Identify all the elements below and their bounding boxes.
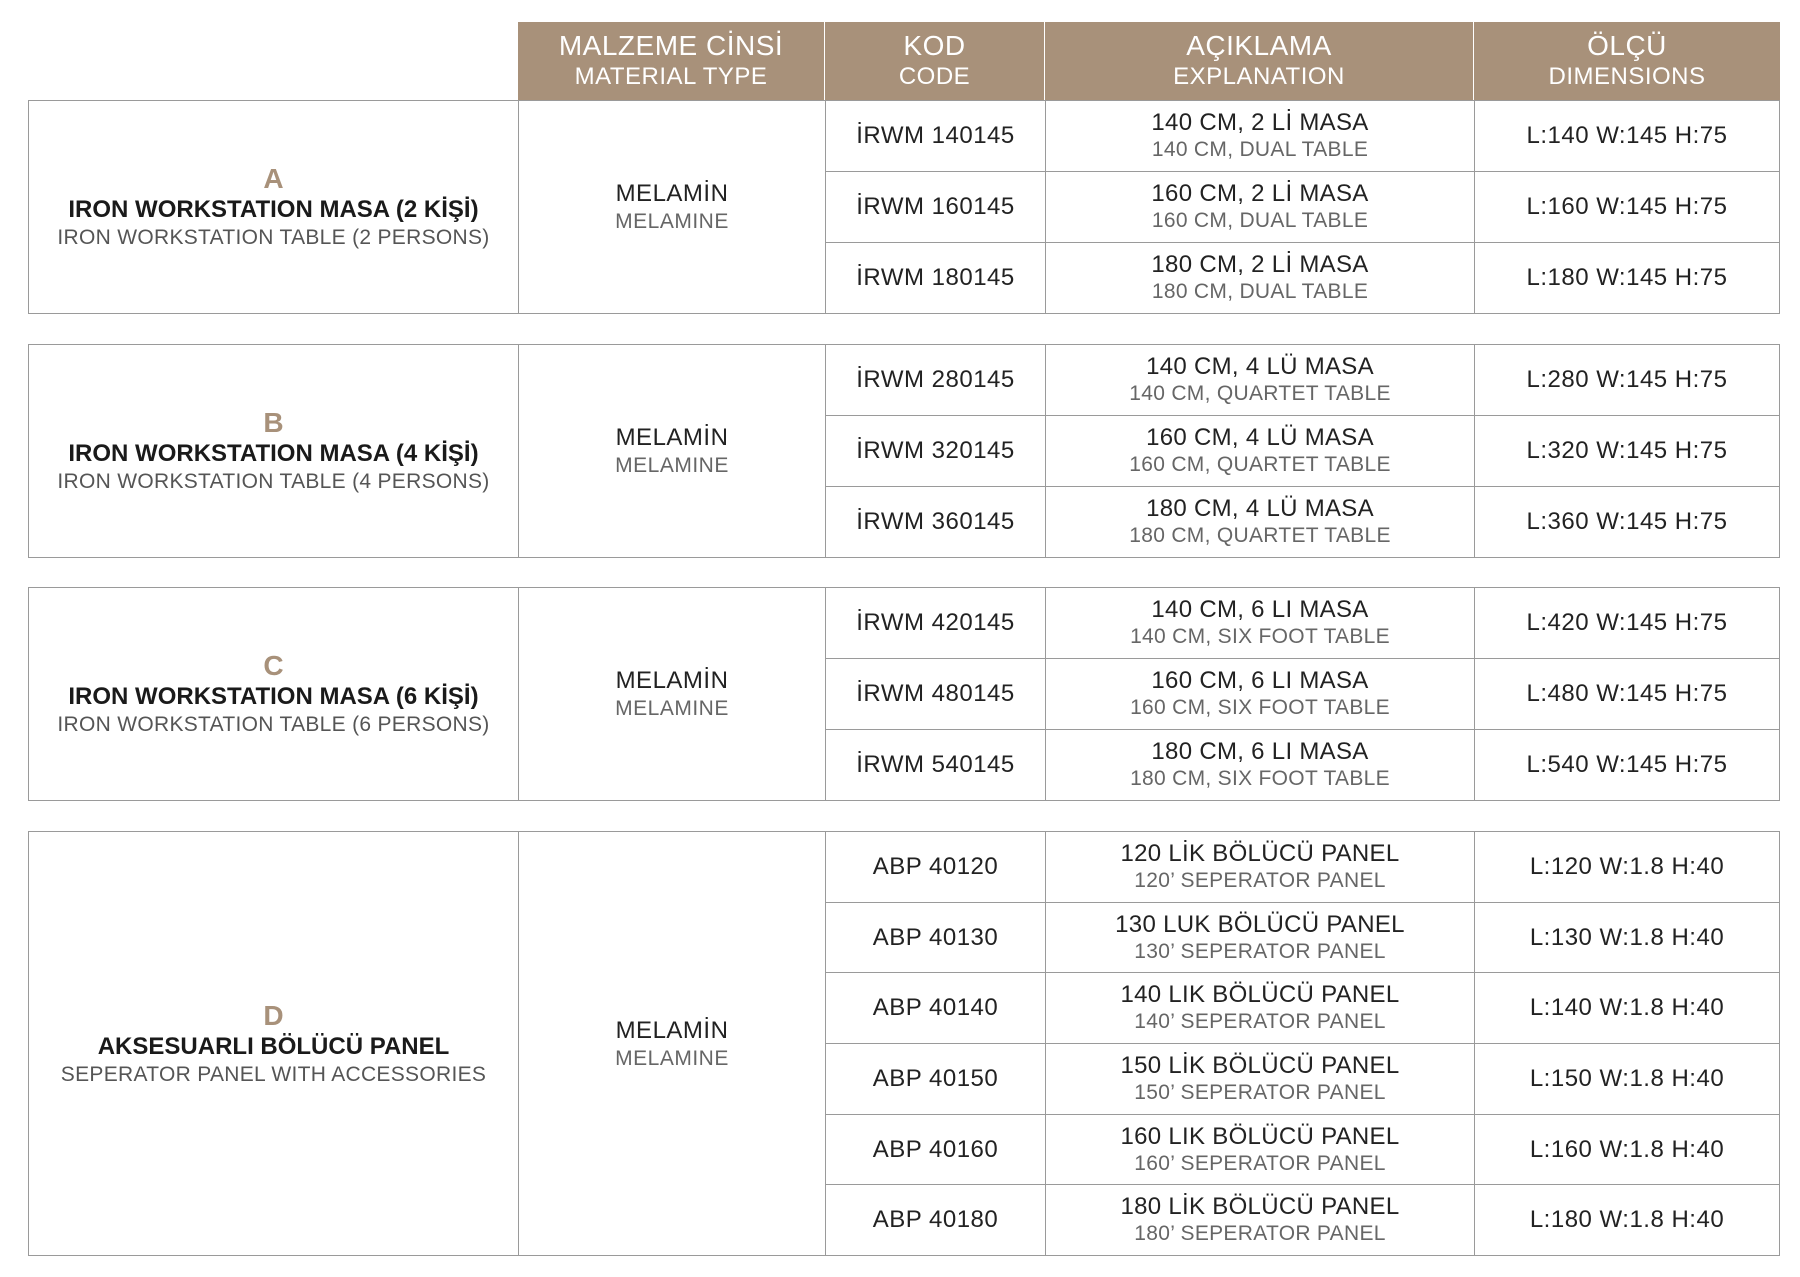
product-group-a (28, 100, 1780, 314)
product-code: İRWM 540145 (826, 730, 1046, 800)
description-main: 180 CM, 6 LI MASA (1151, 738, 1369, 765)
group-name: IRON WORKSTATION MASA (2 KİŞİ) (68, 196, 479, 223)
product-description (1046, 487, 1475, 557)
description-main: 140 LIK BÖLÜCÜ PANEL (1120, 981, 1400, 1009)
description-main: 140 CM, 2 Lİ MASA (1151, 109, 1369, 136)
header-dimensions-sub: DIMENSIONS (1548, 63, 1706, 90)
table-row (826, 903, 1779, 974)
group-material (519, 345, 826, 557)
table-row (826, 1044, 1779, 1115)
description-main: 140 CM, 6 LI MASA (1151, 596, 1369, 623)
product-code: İRWM 280145 (826, 345, 1046, 415)
product-dimensions: L:420 W:145 H:75 (1526, 609, 1728, 636)
description-english: 180 CM, DUAL TABLE (1151, 280, 1369, 303)
description-english: 180 CM, SIX FOOT TABLE (1130, 767, 1390, 790)
description-main: 180 LİK BÖLÜCÜ PANEL (1120, 1193, 1400, 1221)
description-main: 160 LIK BÖLÜCÜ PANEL (1120, 1122, 1400, 1150)
group-name-english: IRON WORKSTATION TABLE (6 PERSONS) (57, 713, 490, 736)
group-name: IRON WORKSTATION MASA (6 KİŞİ) (68, 683, 479, 710)
product-description (1046, 416, 1475, 486)
group-material (519, 101, 826, 313)
product-description (1046, 659, 1475, 729)
group-title (29, 832, 519, 1255)
group-rows (826, 101, 1779, 313)
table-row (826, 345, 1779, 416)
description-main: 130 LUK BÖLÜCÜ PANEL (1115, 910, 1405, 938)
group-letter: B (263, 407, 284, 438)
description-main: 180 CM, 2 Lİ MASA (1151, 251, 1369, 278)
material-name-english: MELAMINE (615, 210, 729, 233)
group-name-english: SEPERATOR PANEL WITH ACCESSORIES (60, 1062, 487, 1086)
description-english: 140 CM, DUAL TABLE (1151, 138, 1369, 161)
product-code: ABP 40150 (826, 1044, 1046, 1114)
product-code: İRWM 180145 (826, 243, 1046, 313)
product-group-d (28, 831, 1780, 1256)
product-description (1046, 588, 1475, 658)
description-english: 180 CM, QUARTET TABLE (1129, 524, 1391, 547)
header-explanation-main: AÇIKLAMA (1186, 30, 1332, 61)
table-row (826, 1185, 1779, 1255)
group-rows (826, 832, 1779, 1255)
table-row (826, 659, 1779, 730)
product-description (1046, 172, 1475, 242)
product-dimensions: L:130 W:1.8 H:40 (1529, 923, 1725, 951)
product-dimensions: L:540 W:145 H:75 (1526, 751, 1728, 778)
description-main: 160 CM, 2 Lİ MASA (1151, 180, 1369, 207)
product-code: İRWM 360145 (826, 487, 1046, 557)
group-material (519, 588, 826, 800)
description-english: 150’ SEPERATOR PANEL (1134, 1080, 1386, 1104)
group-title (29, 101, 519, 313)
product-description (1046, 1044, 1475, 1114)
description-main: 160 CM, 6 LI MASA (1151, 667, 1369, 694)
table-row (826, 832, 1779, 903)
header-explanation (1045, 22, 1474, 100)
table-row (826, 172, 1779, 243)
description-main: 150 LİK BÖLÜCÜ PANEL (1120, 1051, 1400, 1079)
product-code: ABP 40140 (826, 973, 1046, 1043)
header-code-sub: CODE (898, 63, 971, 90)
description-main: 120 LİK BÖLÜCÜ PANEL (1120, 839, 1400, 867)
header-dimensions-main: ÖLÇÜ (1587, 30, 1667, 61)
header-material-main: MALZEME CİNSİ (558, 30, 784, 61)
product-description (1046, 832, 1475, 902)
group-rows (826, 345, 1779, 557)
group-name: IRON WORKSTATION MASA (4 KİŞİ) (68, 440, 479, 467)
product-dimensions: L:140 W:145 H:75 (1526, 122, 1728, 149)
description-english: 180’ SEPERATOR PANEL (1134, 1222, 1386, 1246)
product-description (1046, 345, 1475, 415)
group-title (29, 588, 519, 800)
table-header (518, 22, 1780, 100)
description-main: 180 CM, 4 LÜ MASA (1146, 495, 1374, 522)
material-name: MELAMİN (615, 667, 729, 694)
product-code: ABP 40180 (826, 1185, 1046, 1255)
header-code-main: KOD (903, 30, 966, 61)
group-letter: D (263, 999, 284, 1031)
header-material-type (518, 22, 825, 100)
product-dimensions: L:180 W:1.8 H:40 (1529, 1206, 1725, 1234)
description-english: 160 CM, QUARTET TABLE (1129, 453, 1391, 476)
description-english: 160 CM, DUAL TABLE (1151, 209, 1369, 232)
description-main: 160 CM, 4 LÜ MASA (1146, 424, 1374, 451)
product-dimensions: L:120 W:1.8 H:40 (1529, 852, 1725, 880)
material-name: MELAMİN (615, 180, 729, 207)
product-description (1046, 1115, 1475, 1185)
product-code: ABP 40160 (826, 1115, 1046, 1185)
material-name-english: MELAMINE (615, 1046, 729, 1070)
product-code: İRWM 140145 (826, 101, 1046, 171)
product-description (1046, 903, 1475, 973)
product-dimensions: L:180 W:145 H:75 (1526, 264, 1728, 291)
header-explanation-sub: EXPLANATION (1173, 63, 1345, 90)
description-english: 120’ SEPERATOR PANEL (1134, 868, 1386, 892)
description-main: 140 CM, 4 LÜ MASA (1146, 353, 1374, 380)
group-material (519, 832, 826, 1255)
table-row (826, 730, 1779, 800)
description-english: 140’ SEPERATOR PANEL (1134, 1010, 1386, 1034)
group-letter: A (263, 163, 284, 194)
description-english: 160’ SEPERATOR PANEL (1134, 1151, 1386, 1175)
material-name-english: MELAMINE (615, 454, 729, 477)
product-dimensions: L:480 W:145 H:75 (1526, 680, 1728, 707)
header-material-sub: MATERIAL TYPE (574, 63, 768, 90)
product-code: İRWM 420145 (826, 588, 1046, 658)
group-name-english: IRON WORKSTATION TABLE (4 PERSONS) (57, 470, 490, 493)
table-row (826, 588, 1779, 659)
table-row (826, 487, 1779, 557)
group-name: AKSESUARLI BÖLÜCÜ PANEL (97, 1032, 450, 1060)
product-group-b (28, 344, 1780, 558)
product-description (1046, 101, 1475, 171)
product-code: ABP 40130 (826, 903, 1046, 973)
table-row (826, 973, 1779, 1044)
product-group-c (28, 587, 1780, 801)
product-dimensions: L:140 W:1.8 H:40 (1529, 994, 1725, 1022)
description-english: 140 CM, QUARTET TABLE (1129, 382, 1391, 405)
product-description (1046, 973, 1475, 1043)
table-row (826, 1115, 1779, 1186)
product-dimensions: L:320 W:145 H:75 (1526, 437, 1728, 464)
table-row (826, 416, 1779, 487)
material-name-english: MELAMINE (615, 697, 729, 720)
product-code: İRWM 160145 (826, 172, 1046, 242)
group-rows (826, 588, 1779, 800)
description-english: 140 CM, SIX FOOT TABLE (1130, 625, 1390, 648)
group-name-english: IRON WORKSTATION TABLE (2 PERSONS) (57, 226, 490, 249)
product-description (1046, 730, 1475, 800)
header-dimensions (1474, 22, 1780, 100)
description-english: 130’ SEPERATOR PANEL (1134, 939, 1386, 963)
product-code: ABP 40120 (826, 832, 1046, 902)
header-code (825, 22, 1045, 100)
product-description (1046, 1185, 1475, 1255)
product-dimensions: L:360 W:145 H:75 (1526, 508, 1728, 535)
group-title (29, 345, 519, 557)
description-english: 160 CM, SIX FOOT TABLE (1130, 696, 1390, 719)
product-code: İRWM 480145 (826, 659, 1046, 729)
product-dimensions: L:150 W:1.8 H:40 (1529, 1064, 1725, 1092)
product-code: İRWM 320145 (826, 416, 1046, 486)
table-row (826, 243, 1779, 313)
material-name: MELAMİN (615, 424, 729, 451)
table-row (826, 101, 1779, 172)
product-dimensions: L:160 W:1.8 H:40 (1529, 1135, 1725, 1163)
product-description (1046, 243, 1475, 313)
product-dimensions: L:280 W:145 H:75 (1526, 366, 1728, 393)
group-letter: C (263, 650, 284, 681)
material-name: MELAMİN (615, 1016, 729, 1044)
product-dimensions: L:160 W:145 H:75 (1526, 193, 1728, 220)
